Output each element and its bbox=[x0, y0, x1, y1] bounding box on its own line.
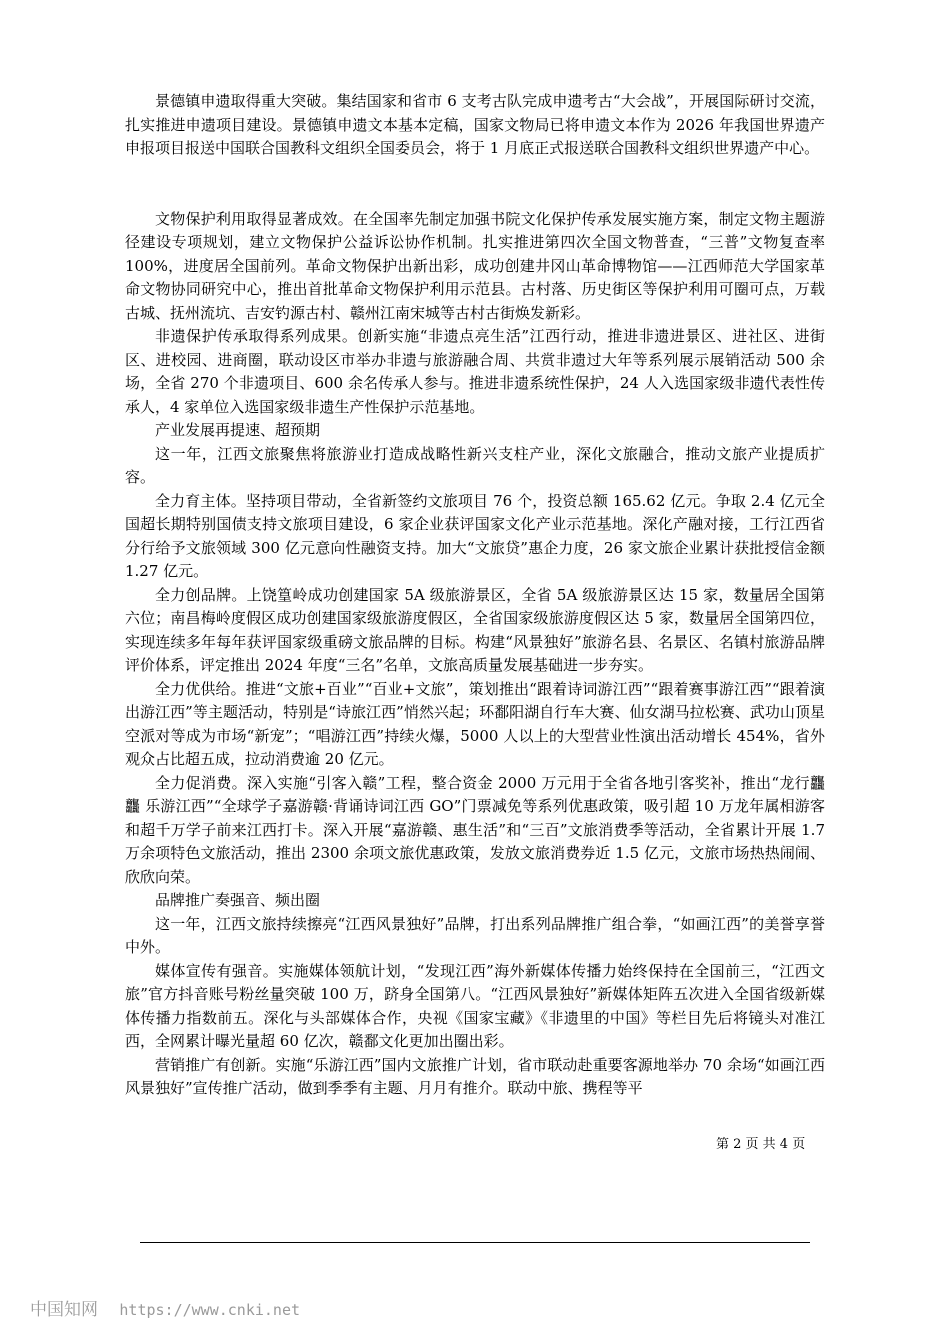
paragraph-pinpai-intro: 这一年，江西文旅持续擦亮“江西风景独好”品牌，打出系列品牌推广组合拳，“如画江西”的美誉享誉中外。 bbox=[125, 914, 825, 956]
paragraph-yougongji: 全力优供给。推进“文旅+百业”“百业+文旅”，策划推出“跟着诗词游江西”“跟着赛事游江西”“跟着演出游江西”等主题活动，特别是“诗旅江西”悄然兴起；环鄱阳湖自行车大赛、仙女湖马拉松赛、武功山顶星空派对等成为市场“新宠”；“唱游江西”持续火爆，5000 人以上的大型营业性演出活动增长 454%，省外观众占比超五成，拉动消费逾 20 亿元。 bbox=[125, 679, 825, 768]
paragraph-meiti: 媒体宣传有强音。实施媒体领航计划，“发现江西”海外新媒体传播力始终保持在全国前三，“江西文旅”官方抖音账号粉丝量突破 100 万，跻身全国第八。“江西风景独好”新媒体矩阵五次进入全国省级新媒体传播力指数前五。深化与头部媒体合作，央视《国家宝藏》《非遗里的中国》等栏目先后将镜头对准江西，全网累计曝光量超 60 亿次，赣鄱文化更加出圈出彩。 bbox=[125, 961, 825, 1050]
paragraph-yingxiao: 营销推广有创新。实施“乐游江西”国内文旅推广计划，省市联动赴重要客源地举办 70 余场“如画江西 风景独好”宣传推广活动，做到季季有主题、月月有推介。联动中旅、携程等平 bbox=[125, 1055, 825, 1097]
paragraph-cuxiaofei: 全力促消费。深入实施“引客入赣”工程，整合资金 2000 万元用于全省各地引客奖补，推出“龙行龘龘 乐游江西”“全球学子嘉游赣·背诵诗词江西 GO”门票减免等系列优惠政策，吸引超 10 万龙年属相游客和超千万学子前来江西打卡。深入开展“嘉游赣、惠生活”和“三百”文旅消费季等活动，全省累计开展 1.7 万余项特色文旅活动，推出 2300 余项文旅优惠政策，发放文旅消费券近 1.5 亿元，文旅市场热热闹闹、欣欣向荣。 bbox=[125, 773, 825, 886]
paragraph-gap bbox=[125, 161, 825, 208]
document-body bbox=[125, 90, 825, 1101]
paragraph-chanye-intro: 这一年，江西文旅聚焦将旅游业打造成战略性新兴支柱产业，深化文旅融合，推动文旅产业提质扩容。 bbox=[125, 444, 825, 486]
paragraph-yuzhuti: 全力育主体。坚持项目带动，全省新签约文旅项目 76 个，投资总额 165.62 亿元。争取 2.4 亿元全国超长期特别国债支持文旅项目建设，6 家企业获评国家文化产业示范基地。深化产融对接，工行江西省分行给予文旅领域 300 亿元意向性融资支持。加大“文旅贷”惠企力度，26 家文旅企业累计获批授信金额 1.27 亿元。 bbox=[125, 491, 825, 580]
footer-divider bbox=[140, 1242, 810, 1243]
section-heading-chanye: 产业发展再提速、超预期 bbox=[155, 421, 321, 439]
cnki-watermark bbox=[30, 1295, 300, 1320]
paragraph-chuangpinpai: 全力创品牌。上饶篁岭成功创建国家 5A 级旅游景区，全省 5A 级旅游景区达 15 家，数量居全国第六位；南昌梅岭度假区成功创建国家级旅游度假区，全省国家级旅游度假区达 5 家，数量居全国第四位，实现连续多年每年获评国家级重磅文旅品牌的目标。构建“风景独好”旅游名县、名景区、名镇村旅游品牌评价体系，评定推出 2024 年度“三名”名单，文旅高质量发展基础进一步夯实。 bbox=[125, 585, 825, 674]
paragraph-feiyi: 非遗保护传承取得系列成果。创新实施“非遗点亮生活”江西行动，推进非遗进景区、进社区、进街区、进校园、进商圈，联动设区市举办非遗与旅游融合周、共赏非遗过大年等系列展示展销活动 500 余场，全省 270 个非遗项目、600 余名传承人参与。推进非遗系统性保护，24 人入选国家级非遗代表性传承人，4 家单位入选国家级非遗生产性保护示范基地。 bbox=[125, 327, 825, 416]
section-heading-pinpai: 品牌推广奏强音、频出圈 bbox=[155, 891, 321, 909]
watermark-brand: 中国知网 bbox=[30, 1300, 98, 1320]
paragraph-shengyi: 景德镇申遗取得重大突破。集结国家和省市 6 支考古队完成申遗考古“大会战”，开展国际研讨交流，扎实推进申遗项目建设。景德镇申遗文本基本定稿，国家文物局已将申遗文本作为 2026 年我国世界遗产申报项目报送中国联合国教科文组织全国委员会，将于 1 月底正式报送联合国教科文组织世界遗产中心。 bbox=[125, 92, 825, 157]
paragraph-wenwu: 文物保护利用取得显著成效。在全国率先制定加强书院文化保护传承发展实施方案，制定文物主题游径建设专项规划，建立文物保护公益诉讼协作机制。扎实推进第四次全国文物普查，“三普”文物复查率 100%，进度居全国前列。革命文物保护出新出彩，成功创建井冈山革命博物馆——江西师范大学国家革命文物协同研究中心，推出首批革命文物保护利用示范县。古村落、历史街区等保护利用可圈可点，万载古城、抚州流坑、吉安钓源古村、赣州江南宋城等古村古街焕发新彩。 bbox=[125, 209, 825, 322]
watermark-url: https://www.cnki.net bbox=[119, 1301, 301, 1319]
page-number: 第 2 页 共 4 页 bbox=[716, 1137, 806, 1152]
